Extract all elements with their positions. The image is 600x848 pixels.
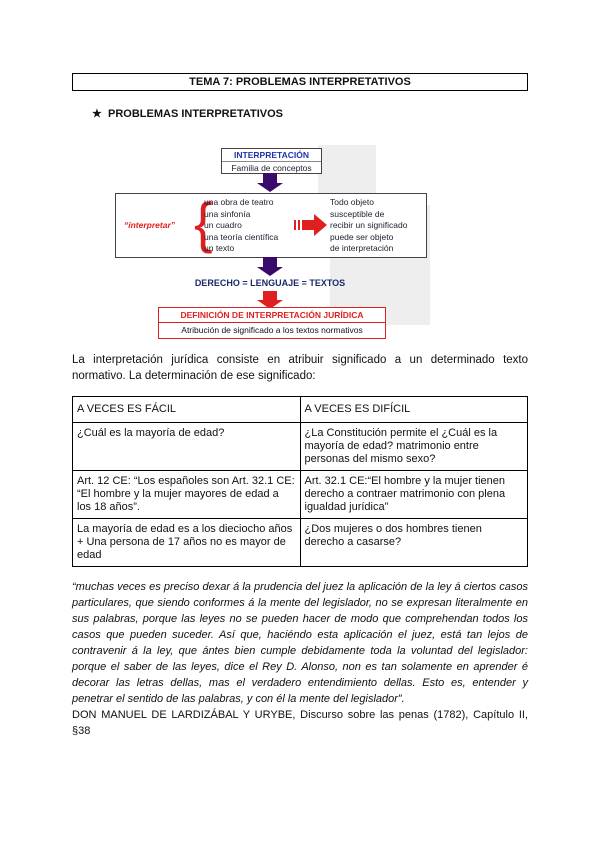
table-cell: Art. 32.1 CE:“El hombre y la mujer tienen derecho a contraer matrimonio con plena igualdad jurídica” xyxy=(300,471,528,519)
table-cell: La mayoría de edad es a los dieciocho años + Una persona de 17 años no es mayor de edad xyxy=(73,519,301,567)
list-item: una obra de teatro xyxy=(204,197,274,207)
interpretar-label: “interpretar” xyxy=(124,220,176,230)
quote-text: “muchas veces es preciso dexar á la prudencia del juez la aplicación de la ley á ciertos casos particulares, que siendo conformes á la mente del legislador, no se expresan literalmente en sus palabras, porque las leyes no se pueden hacer de modo que comprehendan todos los casos que pueden suceder. Así que, haciéndo esta aplicación el juez, está tan lejos de contravenir á la ley, que ántes bien cumple debidamente toda la voluntad del legislador: porque el saber de las leyes, dice el Rey D. Alonso, non es tan solamente en aprender é decorar las letras dellas, mas el verdadero entendimiento dellas. Esto es, entender y penetrar el sentido de las palabras, y con él la mente del legislador”. xyxy=(72,581,528,705)
table-cell: ¿Dos mujeres o dos hombres tienen derecho a casarse? xyxy=(300,519,528,567)
list-item: una teoría científica xyxy=(204,231,279,242)
result-line: Todo objeto xyxy=(330,197,374,207)
table-cell: ¿La Constitución permite el ¿Cuál es la mayoría de edad? matrimonio entre personas del mismo sexo? xyxy=(300,423,528,471)
down-arrow-head xyxy=(257,183,283,192)
result-line: recibir un significado xyxy=(330,220,408,230)
header-cell: A VECES ES DIFÍCIL xyxy=(300,397,528,423)
section-heading xyxy=(92,107,283,120)
interpretacion-box xyxy=(221,148,322,174)
list-item: una sinfonía xyxy=(204,208,251,219)
table-row xyxy=(73,519,528,567)
heading-text: PROBLEMAS INTERPRETATIVOS xyxy=(108,108,283,120)
down-arrow-icon xyxy=(263,257,277,267)
comparison-table xyxy=(72,396,528,567)
table-cell: ¿Cuál es la mayoría de edad? xyxy=(73,423,301,471)
body-content xyxy=(72,352,528,759)
quote-block xyxy=(72,579,528,759)
table-row xyxy=(73,423,528,471)
list-item: un texto xyxy=(204,243,235,253)
result-line: puede ser objeto xyxy=(330,231,394,242)
result-text xyxy=(330,197,407,255)
box-title: INTERPRETACIÓN xyxy=(222,149,321,162)
star-icon: ★ xyxy=(92,108,102,120)
down-arrow-icon xyxy=(263,173,277,183)
citation: DON MANUEL DE LARDIZÁBAL Y URYBE, Discurso sobre las penas (1782), Capítulo II, §38 xyxy=(72,709,528,737)
definition-box xyxy=(158,307,386,339)
right-arrow-icon xyxy=(294,214,328,236)
table-header xyxy=(73,397,528,423)
intro-paragraph: La interpretación jurídica consiste en atribuir significado a un determinado texto normativo. La determinación de ese significado: xyxy=(72,354,528,382)
result-line: de interpretación xyxy=(330,243,394,253)
definition-subtitle: Atribución de significado a los textos normativos xyxy=(181,325,363,335)
box-subtitle: Familia de conceptos xyxy=(231,163,312,173)
object-list xyxy=(204,197,278,255)
list-item: un cuadro xyxy=(204,220,242,230)
down-arrow-head xyxy=(257,267,283,276)
interpretar-box xyxy=(115,193,427,258)
page-title: TEMA 7: PROBLEMAS INTERPRETATIVOS xyxy=(72,73,528,91)
header-cell: A VECES ES FÁCIL xyxy=(73,397,301,423)
brace-icon: { xyxy=(194,191,213,254)
table-row xyxy=(73,471,528,519)
table-cell: Art. 12 CE: “Los españoles son Art. 32.1 CE: “El hombre y la mujer mayores de edad a los 18 años”. xyxy=(73,471,301,519)
equation-text: DERECHO = LENGUAJE = TEXTOS xyxy=(194,278,346,288)
definition-title: DEFINICIÓN DE INTERPRETACIÓN JURÍDICA xyxy=(159,308,385,323)
result-line: susceptible de xyxy=(330,208,385,219)
